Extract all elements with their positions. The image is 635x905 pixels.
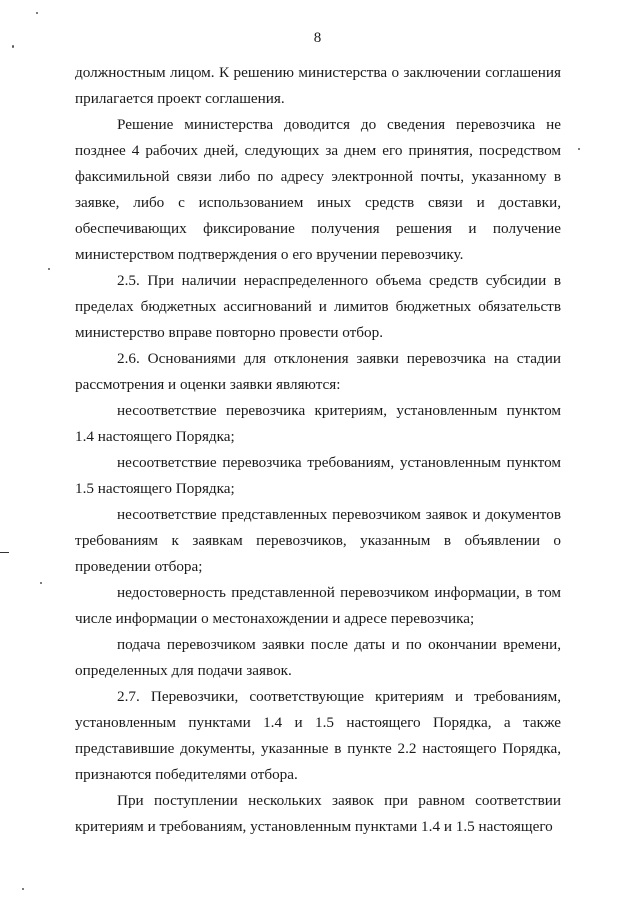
paragraph: должностным лицом. К решению министерства о заключении соглашения прилагается проект соглашения. [75,64,561,107]
scan-speck [48,268,50,270]
list-item: подача перевозчиком заявки после даты и по окончании времени, определенных для подачи заявок. [75,636,561,679]
scan-speck [22,888,24,890]
scan-speck [12,45,14,48]
scan-speck [36,12,38,14]
paragraph: 2.5. При наличии нераспределенного объема средств субсидии в пределах бюджетных ассигнований и лимитов бюджетных обязательств министерство вправе повторно провести отбор. [75,272,561,341]
paragraph: Решение министерства доводится до сведения перевозчика не позднее 4 рабочих дней, следующих за днем его принятия, посредством факсимильной связи либо по адресу электронной почты, указанному в заявке, либо с использованием иных средств связи и доставки, обеспечивающих фиксирование получения решения и получение министерством подтверждения о его вручении перевозчику. [75,116,561,263]
list-item: несоответствие перевозчика требованиям, установленным пунктом 1.5 настоящего Порядка; [75,454,561,497]
paragraph: 2.6. Основаниями для отклонения заявки перевозчика на стадии рассмотрения и оценки заявки являются: [75,350,561,393]
scan-edge-mark [0,552,9,553]
scan-speck [40,582,42,584]
scan-speck [578,148,580,150]
list-item: несоответствие перевозчика критериям, установленным пунктом 1.4 настоящего Порядка; [75,402,561,445]
paragraph: 2.7. Перевозчики, соответствующие критериям и требованиям, установленным пунктами 1.4 и 1.5 настоящего Порядка, а также представившие документы, указанные в пункте 2.2 настоящего Порядка, признаются победителями отбора. [75,688,561,783]
list-item: недостоверность представленной перевозчиком информации, в том числе информации о местонахождении и адресе перевозчика; [75,584,561,627]
document-body [75,60,561,840]
list-item: несоответствие представленных перевозчиком заявок и документов требованиям к заявкам перевозчиков, указанным в объявлении о проведении отбора; [75,506,561,575]
paragraph: При поступлении нескольких заявок при равном соответствии критериям и требованиям, установленным пунктами 1.4 и 1.5 настоящего [75,792,561,835]
page-number: 8 [313,30,322,46]
